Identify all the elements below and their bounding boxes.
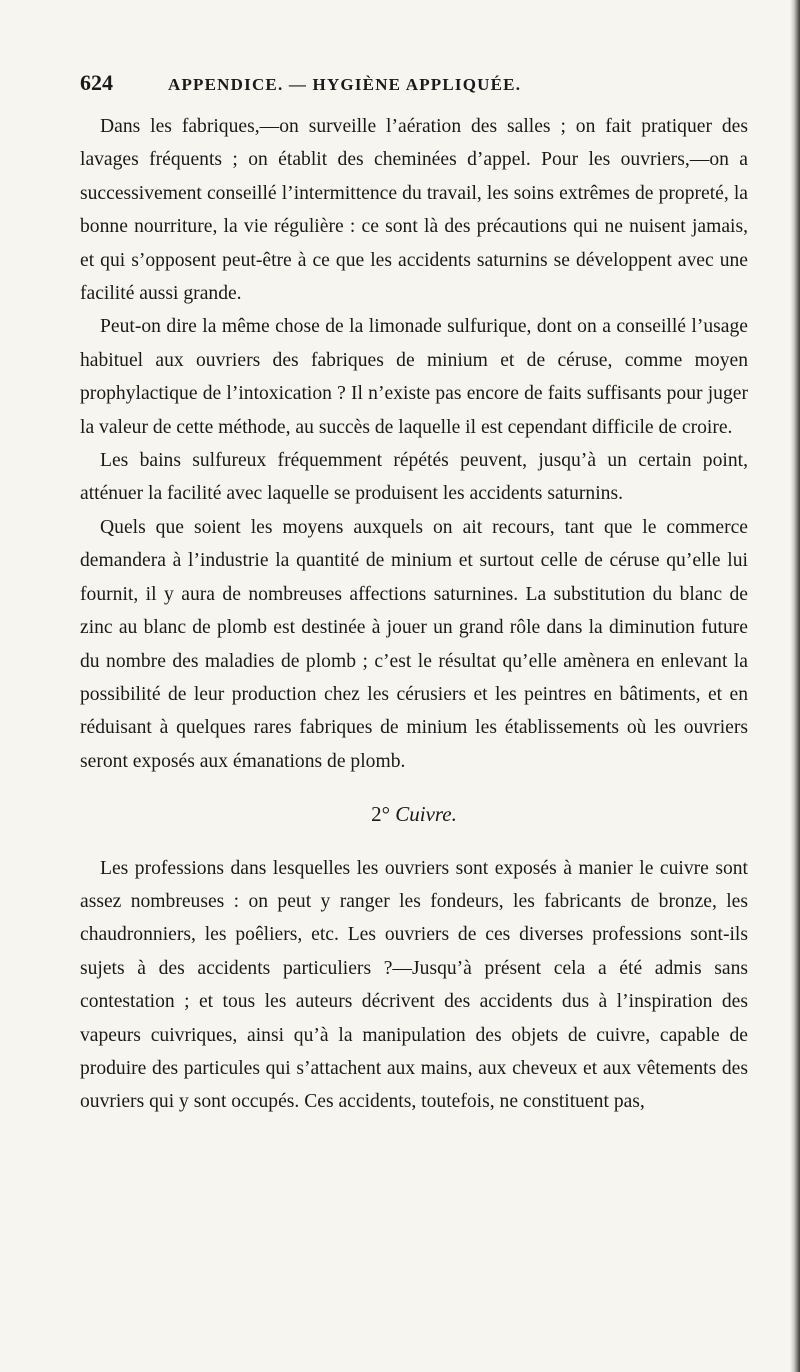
running-head-title: APPENDICE. — HYGIÈNE APPLIQUÉE.	[168, 75, 522, 94]
paragraph-bains: Les bains sulfureux fréquemment répétés peuvent, jusqu’à un certain point, atténuer la facilité avec laquelle se produisent les accidents saturnins.	[80, 450, 748, 505]
running-head	[80, 70, 748, 110]
paragraph-ventilation: Dans les fabriques,—on surveille l’aération des salles ; on fait pratiquer des lavages fréquents ; on établit des cheminées d’appel. Pour les ouvriers,—on a successivement conseillé l’intermittence du travail, les soins extrêmes de propreté, la bonne nourriture, la vie régulière : ce sont là des précautions qui ne nuisent jamais, et qui s’opposent peut-être à ce que les accidents saturnins se développent avec une facilité aussi grande.	[80, 116, 748, 305]
section-title: Cuivre.	[395, 802, 457, 827]
paragraph-substitution: Quels que soient les moyens auxquels on ait recours, tant que le commerce demandera à l’industrie la quantité de minium et surtout celle de céruse qu’elle lui fournit, il y aura de nombreuses affections saturnines. La substitution du blanc de zinc au blanc de plomb est destinée à jouer un grand rôle dans la diminution future du nombre des maladies de plomb ; c’est le résultat qu’elle amènera en enlevant la possibilité de leur production chez les cérusiers et les peintres en bâtiments, et en réduisant à quelques rares fabriques de minium les établissements où les ouvriers seront exposés aux émanations de plomb.	[80, 516, 748, 772]
book-page	[80, 70, 748, 1119]
paragraph-limonade: Peut-on dire la même chose de la limonade sulfurique, dont on a conseillé l’usage habituel aux ouvriers des fabriques de minium et de céruse, comme moyen prophylactique de l’intoxication ? Il n’existe pas encore de faits suffisants pour juger la valeur de cette méthode, au succès de laquelle il est cependant difficile de croire.	[80, 316, 748, 438]
page-edge-shadow	[790, 0, 800, 1372]
body-text	[80, 110, 748, 1119]
section-number: 2°	[371, 802, 390, 827]
page-number: 624	[80, 70, 113, 95]
section-heading	[80, 798, 748, 831]
paragraph-cuivre: Les professions dans lesquelles les ouvriers sont exposés à manier le cuivre sont assez nombreuses : on peut y ranger les fondeurs, les fabricants de bronze, les chaudronniers, les poêliers, etc. Les ouvriers de ces diverses professions sont-ils sujets à des accidents particuliers ?—Jusqu’à présent cela a été admis sans contestation ; et tous les auteurs décrivent des accidents dus à l’inspiration des vapeurs cuivriques, ainsi qu’à la manipulation des objets de cuivre, capable de produire des particules qui s’attachent aux mains, aux cheveux et aux vêtements des ouvriers qui y sont occupés. Ces accidents, toutefois, ne constituent pas,	[80, 857, 748, 1113]
